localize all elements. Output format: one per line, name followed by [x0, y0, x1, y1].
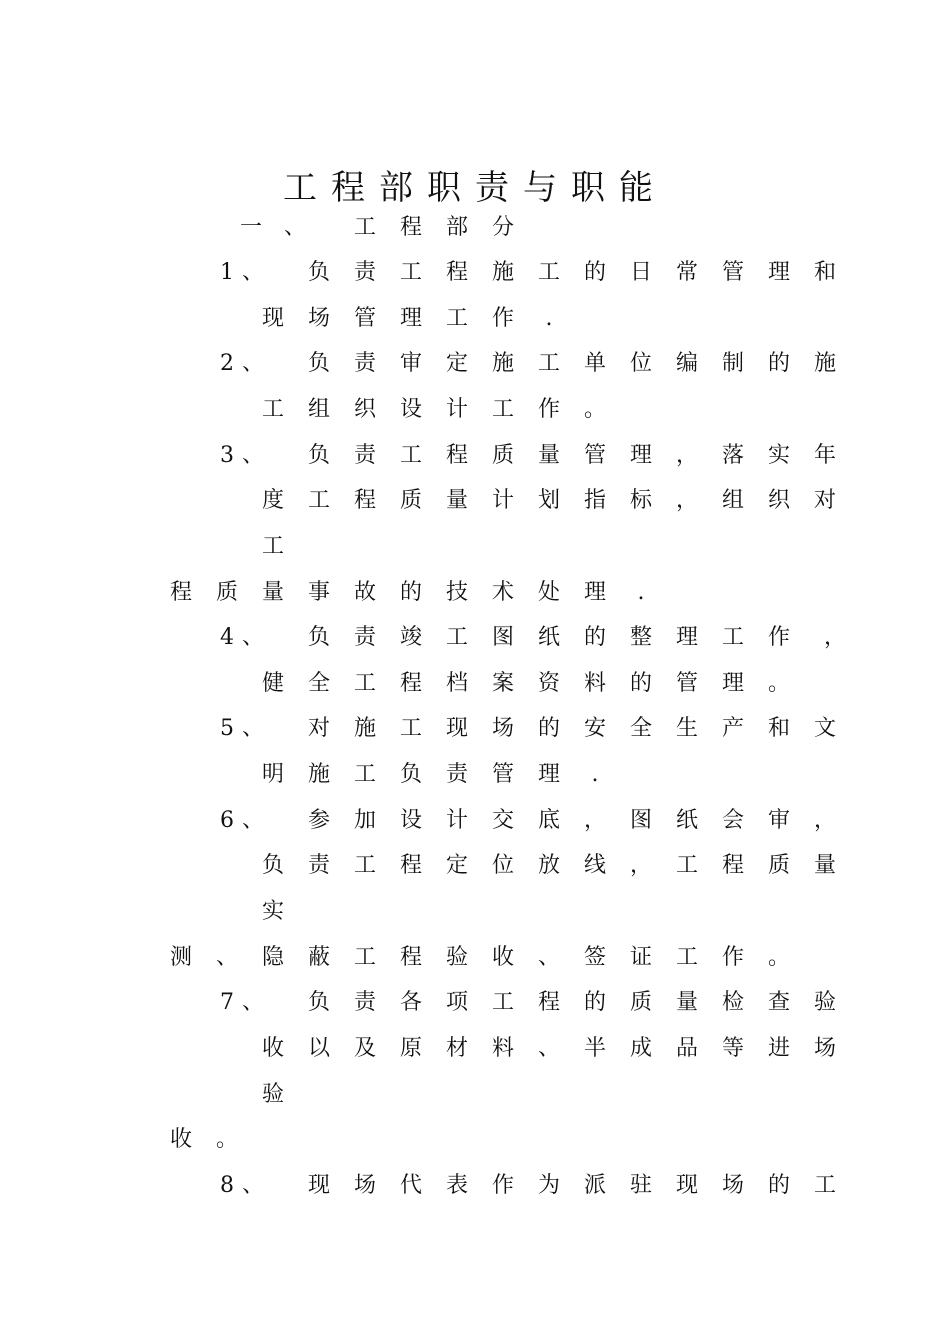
text-char: 理: [399, 306, 422, 331]
text-char: 工: [307, 488, 330, 513]
text-char: 故: [353, 580, 376, 605]
text-line: [0, 348, 950, 380]
text-char: 施: [307, 762, 330, 787]
text-char: 计: [445, 397, 468, 422]
text-char: 质: [767, 853, 790, 878]
text-char: 、: [241, 990, 264, 1015]
text-char: 整: [629, 625, 652, 650]
text-char: 2: [220, 351, 234, 376]
text-char: 加: [353, 808, 376, 833]
text-line: [0, 531, 950, 563]
text-char: 理: [675, 625, 698, 650]
text-char: 负: [307, 625, 330, 650]
text-char: 位: [629, 351, 652, 376]
text-char: 资: [537, 671, 560, 696]
text-char: 蔽: [307, 945, 330, 970]
text-char: 场: [307, 306, 330, 331]
text-char: 为: [537, 1173, 560, 1198]
text-char: 年: [813, 443, 836, 468]
text-char: 收: [169, 1127, 192, 1152]
text-char: 收: [261, 1036, 284, 1061]
text-char: 的: [537, 716, 560, 741]
text-char: 程: [721, 853, 744, 878]
text-char: 现: [261, 306, 284, 331]
text-line: [0, 896, 950, 928]
text-char: ，: [813, 808, 836, 833]
text-char: 负: [307, 990, 330, 1015]
text-char: 作: [537, 397, 560, 422]
text-char: 工: [399, 716, 422, 741]
text-line: [0, 987, 950, 1019]
text-char: 术: [491, 580, 514, 605]
text-char: 。: [767, 671, 790, 696]
text-line: [0, 303, 950, 335]
text-char: 工: [491, 397, 514, 422]
text-char: 责: [307, 853, 330, 878]
text-char: 作: [491, 306, 514, 331]
text-char: 对: [813, 488, 836, 513]
text-char: 施: [491, 351, 514, 376]
text-char: 工: [399, 443, 422, 468]
text-char: 、: [537, 945, 560, 970]
text-char: 负: [261, 853, 284, 878]
text-char: 程: [537, 990, 560, 1015]
text-char: 现: [307, 1173, 330, 1198]
text-char: 理: [629, 443, 652, 468]
text-char: 设: [399, 397, 422, 422]
text-char: 工: [675, 945, 698, 970]
text-char: 度: [261, 488, 284, 513]
text-char: 工: [261, 534, 284, 559]
text-char: 7: [220, 990, 234, 1015]
text-char: 审: [399, 351, 422, 376]
text-char: 全: [629, 716, 652, 741]
text-char: 组: [307, 397, 330, 422]
text-char: 量: [261, 580, 284, 605]
text-char: 负: [307, 260, 330, 285]
text-char: 编: [675, 351, 698, 376]
text-char: 实: [767, 443, 790, 468]
text-char: 进: [767, 1036, 790, 1061]
text-char: 证: [629, 945, 652, 970]
text-char: 责: [353, 990, 376, 1015]
text-line: [0, 713, 950, 745]
text-char: 6: [220, 808, 234, 833]
text-line: [0, 1033, 950, 1065]
text-char: 案: [491, 671, 514, 696]
text-char: 施: [491, 260, 514, 285]
text-char: 程: [399, 853, 422, 878]
text-char: ，: [629, 853, 652, 878]
text-char: .: [637, 580, 645, 605]
text-line: [0, 759, 950, 791]
text-char: 、: [537, 1036, 560, 1061]
text-char: 以: [307, 1036, 330, 1061]
text-char: 工: [353, 762, 376, 787]
text-char: 底: [537, 808, 560, 833]
text-char: 工: [353, 853, 376, 878]
text-char: 程: [353, 488, 376, 513]
text-char: 验: [261, 1082, 284, 1107]
text-char: 量: [537, 443, 560, 468]
text-char: 项: [445, 990, 468, 1015]
text-char: 程: [169, 580, 192, 605]
text-char: 常: [675, 260, 698, 285]
text-line: [0, 668, 950, 700]
text-char: 现: [675, 1173, 698, 1198]
text-char: ，: [823, 625, 846, 650]
text-char: 4: [220, 625, 234, 650]
text-char: 8: [220, 1173, 234, 1198]
text-char: 各: [399, 990, 422, 1015]
text-char: 隐: [261, 945, 284, 970]
text-char: 会: [721, 808, 744, 833]
text-char: 理: [721, 671, 744, 696]
text-char: 量: [813, 853, 836, 878]
text-char: 质: [629, 990, 652, 1015]
text-char: 半: [583, 1036, 606, 1061]
text-char: 的: [767, 1173, 790, 1198]
text-line: [0, 1170, 950, 1202]
text-char: 。: [215, 1127, 238, 1152]
text-char: 技: [445, 580, 468, 605]
text-char: 派: [583, 1173, 606, 1198]
text-char: 、: [241, 260, 264, 285]
text-line: [0, 394, 950, 426]
text-char: .: [545, 306, 553, 331]
text-char: 程: [399, 215, 422, 240]
text-char: 织: [767, 488, 790, 513]
text-char: 料: [491, 1036, 514, 1061]
text-char: 事: [307, 580, 330, 605]
text-char: 计: [491, 488, 514, 513]
text-char: 验: [813, 990, 836, 1015]
text-char: 工: [537, 351, 560, 376]
text-char: 竣: [399, 625, 422, 650]
text-char: 代: [399, 1173, 422, 1198]
text-char: 和: [813, 260, 836, 285]
text-char: 负: [307, 443, 330, 468]
text-char: 责: [353, 260, 376, 285]
text-char: 5: [220, 716, 234, 741]
text-char: 位: [491, 853, 514, 878]
text-char: 场: [721, 1173, 744, 1198]
text-char: 理: [767, 260, 790, 285]
text-char: 的: [399, 580, 422, 605]
text-char: 全: [307, 671, 330, 696]
text-char: 分: [491, 215, 514, 240]
text-char: 的: [583, 990, 606, 1015]
text-char: 、: [241, 443, 264, 468]
text-char: 原: [399, 1036, 422, 1061]
text-char: 的: [583, 625, 606, 650]
text-char: 驻: [629, 1173, 652, 1198]
text-char: 量: [445, 488, 468, 513]
text-char: 场: [491, 716, 514, 741]
text-line: [0, 850, 950, 882]
text-char: ，: [675, 488, 698, 513]
text-char: 放: [537, 853, 560, 878]
text-char: 查: [767, 990, 790, 1015]
text-char: 单: [583, 351, 606, 376]
text-char: ，: [675, 443, 698, 468]
text-char: 工: [491, 990, 514, 1015]
text-char: 落: [721, 443, 744, 468]
text-char: 、: [283, 215, 306, 240]
text-char: 的: [629, 671, 652, 696]
text-char: 管: [583, 443, 606, 468]
text-char: 检: [721, 990, 744, 1015]
text-char: .: [591, 762, 599, 787]
text-char: 健: [261, 671, 284, 696]
text-char: 责: [353, 443, 376, 468]
document-title: 工程部职责与职能: [283, 168, 667, 208]
text-char: 场: [353, 1173, 376, 1198]
text-char: 指: [583, 488, 606, 513]
text-char: 工: [399, 260, 422, 285]
text-char: 日: [629, 260, 652, 285]
text-char: 程: [445, 260, 468, 285]
text-char: 3: [220, 443, 234, 468]
text-char: 1: [220, 260, 234, 285]
text-line: [0, 577, 950, 609]
text-line: [0, 1124, 950, 1156]
text-char: 工: [353, 671, 376, 696]
text-char: 生: [675, 716, 698, 741]
text-char: 理: [583, 580, 606, 605]
text-line: [0, 257, 950, 289]
text-char: 产: [721, 716, 744, 741]
text-char: 、: [241, 625, 264, 650]
text-char: 材: [445, 1036, 468, 1061]
text-line: [0, 622, 950, 654]
text-char: 工: [675, 853, 698, 878]
text-char: 、: [241, 1173, 264, 1198]
text-char: 处: [537, 580, 560, 605]
text-char: 参: [307, 808, 330, 833]
text-char: 料: [583, 671, 606, 696]
text-char: 管: [353, 306, 376, 331]
text-char: 图: [629, 808, 652, 833]
text-char: 审: [767, 808, 790, 833]
text-char: 纸: [537, 625, 560, 650]
text-char: 责: [353, 625, 376, 650]
text-char: 表: [445, 1173, 468, 1198]
text-char: 成: [629, 1036, 652, 1061]
text-char: 质: [215, 580, 238, 605]
text-char: 验: [445, 945, 468, 970]
text-char: 的: [583, 260, 606, 285]
text-char: 对: [307, 716, 330, 741]
text-char: 作: [767, 625, 790, 650]
text-line: [0, 212, 950, 244]
text-char: 制: [721, 351, 744, 376]
text-char: 工: [813, 1173, 836, 1198]
text-char: 签: [583, 945, 606, 970]
text-char: 、: [241, 351, 264, 376]
text-char: 工: [537, 260, 560, 285]
text-char: 作: [721, 945, 744, 970]
text-char: 交: [491, 808, 514, 833]
text-char: 管: [675, 671, 698, 696]
text-char: 工: [445, 306, 468, 331]
text-char: 图: [491, 625, 514, 650]
text-char: 。: [767, 945, 790, 970]
text-char: 管: [491, 762, 514, 787]
text-char: 定: [445, 351, 468, 376]
text-char: 纸: [675, 808, 698, 833]
text-line: [0, 805, 950, 837]
text-char: 安: [583, 716, 606, 741]
text-char: 划: [537, 488, 560, 513]
text-char: 场: [813, 1036, 836, 1061]
text-char: 质: [399, 488, 422, 513]
text-char: 责: [353, 351, 376, 376]
text-char: 定: [445, 853, 468, 878]
text-char: 负: [399, 762, 422, 787]
text-char: 管: [721, 260, 744, 285]
text-char: 质: [491, 443, 514, 468]
text-char: 责: [445, 762, 468, 787]
text-char: 档: [445, 671, 468, 696]
text-char: 工: [353, 215, 376, 240]
text-char: 施: [813, 351, 836, 376]
text-char: 的: [767, 351, 790, 376]
text-char: 工: [261, 397, 284, 422]
text-char: 程: [399, 671, 422, 696]
text-char: 计: [445, 808, 468, 833]
text-char: 和: [767, 716, 790, 741]
text-line: [0, 1079, 950, 1111]
text-char: 组: [721, 488, 744, 513]
text-char: 部: [445, 215, 468, 240]
text-char: 工: [353, 945, 376, 970]
text-char: 量: [675, 990, 698, 1015]
text-char: 等: [721, 1036, 744, 1061]
text-char: 程: [399, 945, 422, 970]
text-char: 测: [169, 945, 192, 970]
text-char: ，: [583, 808, 606, 833]
text-char: 、: [215, 945, 238, 970]
text-char: 线: [583, 853, 606, 878]
text-char: 明: [261, 762, 284, 787]
text-char: 及: [353, 1036, 376, 1061]
text-char: 现: [445, 716, 468, 741]
text-line: [0, 440, 950, 472]
text-line: [0, 485, 950, 517]
text-char: 作: [491, 1173, 514, 1198]
text-char: 工: [721, 625, 744, 650]
text-char: 、: [241, 716, 264, 741]
text-char: 。: [583, 397, 606, 422]
text-char: 设: [399, 808, 422, 833]
text-char: 收: [491, 945, 514, 970]
text-char: 负: [307, 351, 330, 376]
text-char: 一: [239, 215, 262, 240]
text-char: 文: [813, 716, 836, 741]
text-char: 织: [353, 397, 376, 422]
text-char: 品: [675, 1036, 698, 1061]
text-char: 、: [241, 808, 264, 833]
text-char: 施: [353, 716, 376, 741]
text-char: 标: [629, 488, 652, 513]
text-char: 实: [261, 899, 284, 924]
text-char: 工: [445, 625, 468, 650]
text-char: 程: [445, 443, 468, 468]
text-char: 理: [537, 762, 560, 787]
text-line: [0, 942, 950, 974]
